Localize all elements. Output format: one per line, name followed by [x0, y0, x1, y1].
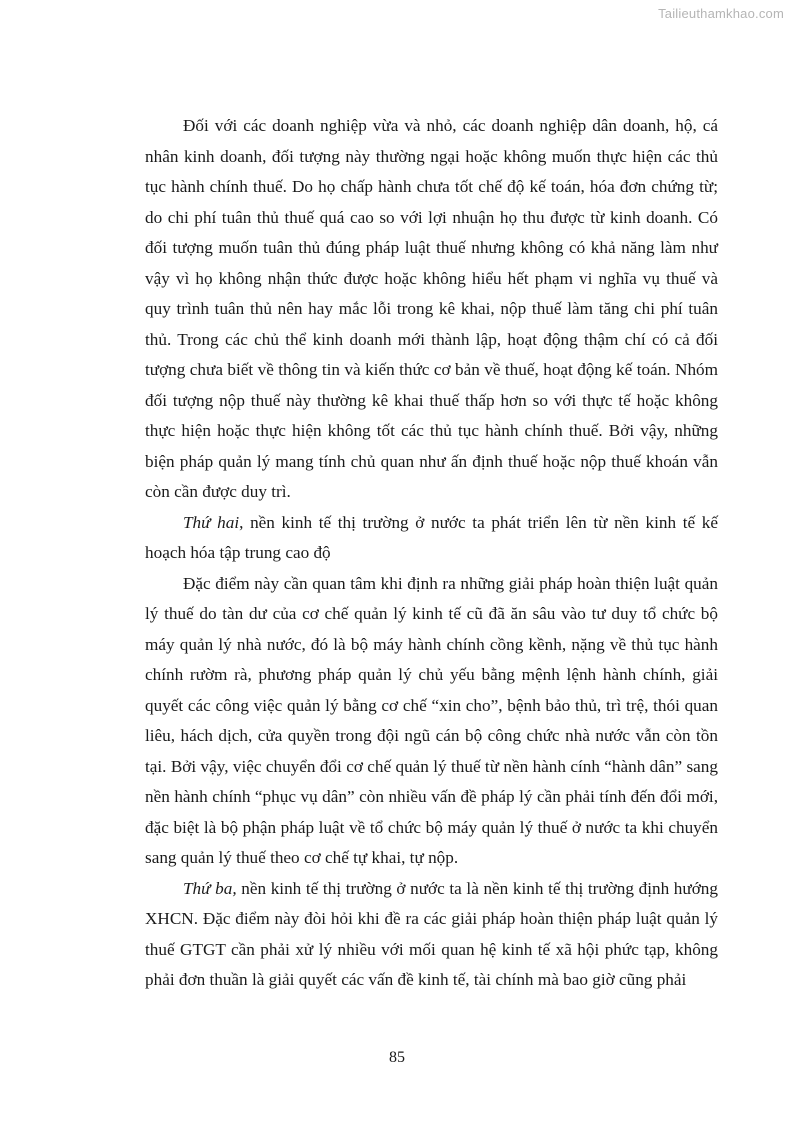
italic-lead: Thứ ba, — [183, 878, 237, 898]
paragraph-thu-hai — [145, 508, 718, 569]
page-body — [145, 111, 718, 996]
watermark: Tailieuthamkhao.com — [658, 6, 784, 21]
paragraph-text: nền kinh tế thị trường ở nước ta là nền kinh tế thị trường định hướng XHCN. Đặc điểm này đòi hỏi khi đề ra các giải pháp hoàn thiện pháp luật quản lý thuế GTGT cần phải xử lý nhiều với mối quan hệ kinh tế xã hội phức tạp, không phải đơn thuần là giải quyết các vấn đề kinh tế, tài chính mà bao giờ cũng phải — [145, 878, 718, 989]
page-number: 85 — [389, 1049, 405, 1066]
paragraph-text: , nền kinh tế thị trường ở nước ta phát triển lên từ nền kinh tế kế hoạch hóa tập trung cao độ — [145, 512, 718, 562]
paragraph-admin-reform — [145, 569, 718, 874]
paragraph-smes — [145, 111, 718, 508]
italic-lead: Thứ hai — [183, 512, 240, 532]
paragraph-thu-ba — [145, 874, 718, 996]
paragraph-text: Đặc điểm này cần quan tâm khi định ra những giải pháp hoàn thiện luật quản lý thuế do tàn dư của cơ chế quản lý kinh tế cũ đã ăn sâu vào tư duy tổ chức bộ máy quản lý nhà nước, đó là bộ máy hành chính cồng kềnh, nặng về thủ tục hành chính rườm rà, phương pháp quản lý chủ yếu bằng mệnh lệnh hành chính, giải quyết các công việc quản lý bằng cơ chế “xin cho”, bệnh bảo thủ, trì trệ, thói quan liêu, hách dịch, cửa quyền trong đội ngũ cán bộ công chức nhà nước vẫn còn tồn tại. Bởi vậy, việc chuyển đổi cơ chế quản lý thuế từ nền hành cính “hành dân” sang nền hành chính “phục vụ dân” còn nhiều vấn đề pháp lý cần phải tính đến đổi mới, đặc biệt là bộ phận pháp luật về tổ chức bộ máy quản lý thuế ở nước ta khi chuyển sang quản lý thuế theo cơ chế tự khai, tự nộp. — [145, 573, 718, 867]
paragraph-text: Đối với các doanh nghiệp vừa và nhỏ, các doanh nghiệp dân doanh, hộ, cá nhân kinh doanh, đối tượng này thường ngại hoặc không muốn thực hiện các thủ tục hành chính thuế. Do họ chấp hành chưa tốt chế độ kế toán, hóa đơn chứng từ; do chi phí tuân thủ thuế quá cao so với lợi nhuận họ thu được từ kinh doanh. Có đối tượng muốn tuân thủ đúng pháp luật thuế nhưng không có khả năng làm như vậy vì họ không nhận thức được hoặc không hiểu hết phạm vi nghĩa vụ thuế và quy trình tuân thủ nên hay mắc lỗi trong kê khai, nộp thuế làm tăng chi phí tuân thủ. Trong các chủ thể kinh doanh mới thành lập, hoạt động thậm chí có cả đối tượng chưa biết về thông tin và kiến thức cơ bản về thuế, hoạt động kế toán. Nhóm đối tượng nộp thuế này thường kê khai thuế thấp hơn so với thực tế hoặc không thực hiện hoặc thực hiện không tốt các thủ tục hành chính thuế. Bởi vậy, những biện pháp quản lý mang tính chủ quan như ấn định thuế hoặc nộp thuế khoán vẫn còn cần được duy trì. — [145, 116, 718, 501]
